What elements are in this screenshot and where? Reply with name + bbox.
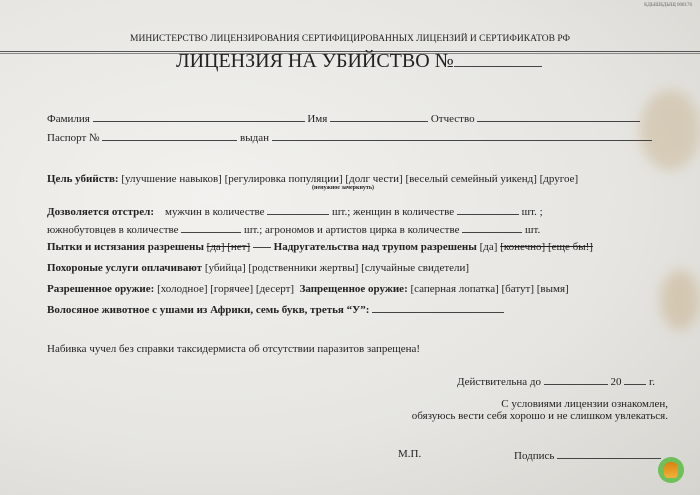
year-suffix: г. (649, 376, 656, 388)
valid-until-row (457, 374, 655, 388)
south-count-field[interactable] (181, 222, 241, 233)
hunt-row-2 (47, 222, 540, 236)
signature-row (514, 448, 661, 462)
name-field[interactable] (330, 111, 428, 122)
signature-field[interactable] (557, 448, 661, 459)
corpse-options[interactable]: [конечно] [еще бы!] (500, 241, 593, 253)
surname-label: Фамилия (47, 113, 90, 125)
torture-label: Пытки и истязания разрешены (47, 241, 204, 253)
men-label: мужчин в количестве (164, 206, 265, 218)
passport-label: Паспорт № (47, 132, 100, 144)
agronomists-label: шт.; агрономов и артистов цирка в количестве (244, 224, 460, 236)
cupcake-logo-icon (658, 457, 684, 483)
women-count-field[interactable] (457, 204, 519, 215)
pcs-label: шт. (525, 224, 541, 236)
allowed-weapons-label: Разрешенное оружие: (47, 283, 155, 295)
hunt-label: Дозволяется отстрел: (47, 206, 154, 218)
license-number-field[interactable] (454, 52, 542, 67)
pcs-label: шт. ; (521, 206, 543, 218)
agreement-line-1: С условиями лицензии ознакомлен, (501, 398, 668, 410)
valid-date-field[interactable] (544, 374, 608, 385)
hunt-row (47, 204, 543, 218)
purpose-label: Цель убийств: (47, 173, 119, 185)
page-title (176, 50, 542, 73)
corpse-label: Надругательства над трупом разрешены (273, 241, 477, 253)
agreement (412, 398, 668, 422)
ministry-header: МИНИСТЕРСТВО ЛИЦЕНЗИРОВАНИЯ СЕРТИФИЦИРОВАННЫХ ЛИЦЕНЗИЙ И СЕРТИФИКАТОВ РФ (130, 34, 570, 44)
patronymic-field[interactable] (477, 111, 640, 122)
men-count-field[interactable] (267, 204, 329, 215)
purpose-options[interactable]: [улучшение навыков] [регулировка популяции] [долг чести] [веселый семейный уикенд] [другое] (121, 173, 579, 185)
century-label: 20 (610, 376, 622, 388)
weapons-row (47, 283, 569, 295)
funeral-label: Похороные услуги оплачивают (47, 262, 203, 274)
valid-year-field[interactable] (624, 374, 646, 385)
torture-options[interactable]: [да] [нет] (206, 241, 251, 253)
taxidermy-notice: Набивка чучел без справки таксидермиста об отсутствии паразитов запрещена! (47, 343, 421, 355)
passport-field[interactable] (102, 130, 237, 141)
women-label: шт.; женщин в количестве (332, 206, 455, 218)
agronomists-count-field[interactable] (462, 222, 522, 233)
riddle-label: Волосяное животное с ушами из Африки, семь букв, третья “У”: (47, 304, 370, 316)
serial-number: КДЫШБДЫЩ 008176 (644, 3, 692, 8)
issued-field[interactable] (272, 130, 652, 141)
stamp-place: М.П. (398, 448, 422, 460)
agreement-line-2: обязуюсь вести себя хорошо и не слишком увлекаться. (411, 410, 668, 422)
name-row (47, 111, 640, 125)
torture-row (47, 241, 593, 253)
paper-stain (660, 270, 700, 330)
riddle-row (47, 302, 504, 316)
strike-line (253, 247, 271, 248)
name-label: Имя (307, 113, 328, 125)
valid-until-label: Действительна до (457, 376, 541, 388)
issued-label: выдан (240, 132, 269, 144)
riddle-answer-field[interactable] (372, 302, 504, 313)
patronymic-label: Отчество (430, 113, 475, 125)
purpose-row (47, 173, 578, 185)
south-label: южнобутовцев в количестве (47, 224, 179, 236)
purpose-note: (ненужное зачеркнуть) (312, 185, 375, 191)
passport-row (47, 130, 652, 144)
allowed-weapons-options[interactable]: [холодное] [горячее] [десерт] (157, 283, 295, 295)
surname-field[interactable] (93, 111, 305, 122)
banned-weapons-options[interactable]: [саперная лопатка] [батут] [вымя] (410, 283, 569, 295)
funeral-options[interactable]: [убийца] [родственники жертвы] [случайные свидетели] (204, 262, 470, 274)
signature-label: Подпись (514, 450, 555, 462)
title-text: ЛИЦЕНЗИЯ НА УБИЙСТВО № (176, 50, 454, 72)
funeral-row (47, 262, 469, 274)
banned-weapons-label: Запрещенное оружие: (299, 283, 408, 295)
corpse-yes-option[interactable]: [да] (479, 241, 498, 253)
